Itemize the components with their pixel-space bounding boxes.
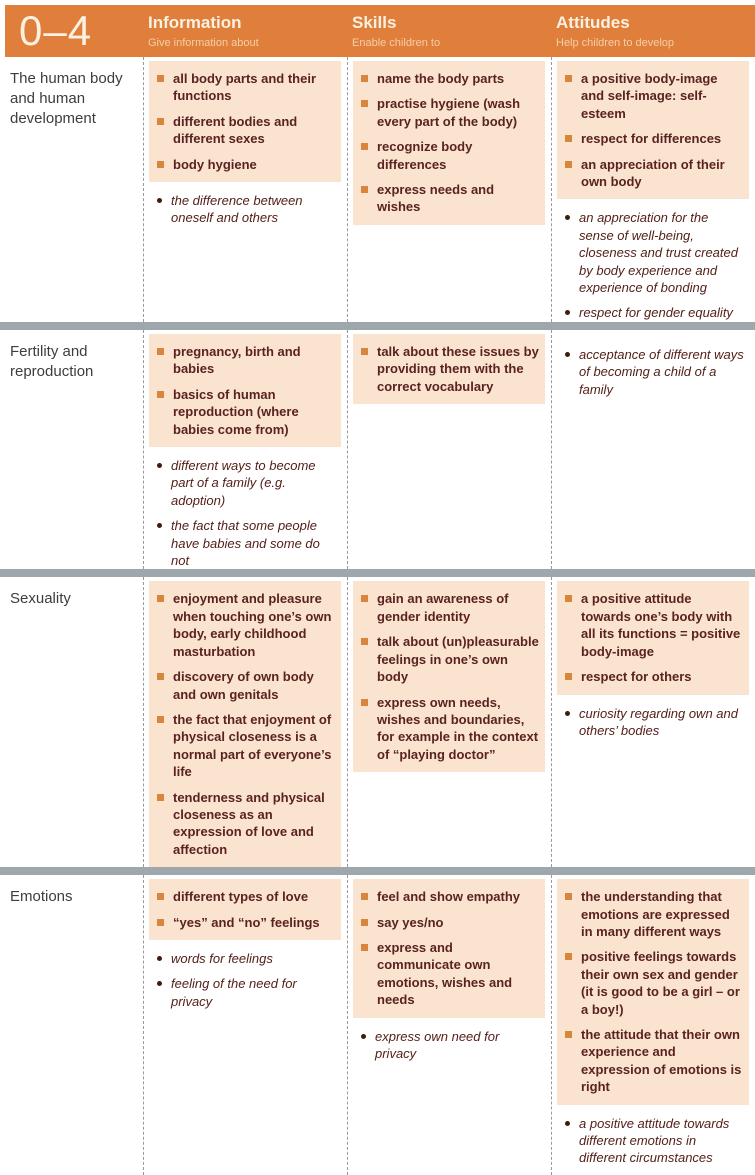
highlighted-item — [361, 70, 539, 87]
italic-item — [565, 346, 745, 398]
item-text: positive feelings towards their own sex and gender (it is good to be a girl – or a boy!) — [581, 949, 740, 1017]
square-bullet-icon — [361, 75, 368, 82]
column-title-information: Information — [148, 13, 242, 33]
item-text: the understanding that emotions are expressed in many different ways — [581, 889, 730, 939]
dot-bullet-icon — [157, 956, 162, 961]
header-bar — [5, 5, 755, 57]
italic-item — [565, 304, 745, 321]
highlighted-item — [565, 156, 743, 191]
highlighted-item — [361, 95, 539, 130]
square-bullet-icon — [565, 161, 572, 168]
highlighted-item — [565, 948, 743, 1018]
item-text: express and communicate own emotions, wishes and needs — [377, 939, 513, 1008]
topic-label: Fertility and reproduction — [10, 343, 94, 380]
square-bullet-icon — [565, 1031, 572, 1038]
item-text: express needs and wishes — [377, 182, 495, 215]
cell-information — [143, 330, 347, 569]
column-header-information — [143, 13, 347, 48]
square-bullet-icon — [361, 100, 368, 107]
dot-bullet-icon — [565, 352, 570, 357]
column-subtitle-information: Give information about — [148, 36, 259, 49]
square-bullet-icon — [157, 716, 164, 723]
table-body — [0, 57, 755, 1175]
column-subtitle-attitudes: Help children to develop — [556, 36, 675, 49]
item-text: respect for differences — [581, 131, 722, 147]
highlighted-item — [361, 181, 539, 216]
highlighted-item — [157, 113, 335, 148]
column-header-attitudes — [551, 13, 755, 48]
highlighted-item — [157, 590, 335, 660]
column-title-skills: Skills — [352, 13, 397, 33]
row-separator — [0, 569, 755, 577]
square-bullet-icon — [361, 348, 368, 355]
dot-bullet-icon — [157, 523, 162, 528]
highlighted-block — [353, 879, 545, 1017]
italic-block — [149, 447, 341, 569]
square-bullet-icon — [157, 595, 164, 602]
item-text: feel and show empathy — [377, 889, 521, 905]
highlighted-item — [157, 914, 335, 931]
highlighted-item — [361, 138, 539, 173]
item-text: all body parts and their functions — [173, 71, 317, 104]
item-text: gain an awareness of gender identity — [377, 591, 509, 624]
square-bullet-icon — [157, 919, 164, 926]
item-text: a positive attitude towards one’s body with all its functions = positive body-image — [581, 591, 741, 659]
column-subtitle-skills: Enable children to — [352, 36, 441, 49]
item-text: express own need for privacy — [375, 1028, 500, 1061]
item-text: basics of human reproduction (where babies come from) — [173, 386, 299, 437]
italic-block — [557, 334, 749, 398]
italic-item — [565, 1115, 745, 1167]
table-row — [0, 330, 755, 569]
italic-item — [565, 209, 745, 296]
square-bullet-icon — [565, 953, 572, 960]
highlighted-block — [353, 581, 545, 772]
italic-block — [557, 1105, 749, 1167]
square-bullet-icon — [361, 186, 368, 193]
item-text: feeling of the need for privacy — [171, 976, 297, 1009]
item-text: a positive attitude towards different emotions in different circumstances — [579, 1115, 730, 1166]
dot-bullet-icon — [157, 198, 162, 203]
highlighted-block — [149, 61, 341, 182]
row-separator — [0, 867, 755, 875]
square-bullet-icon — [361, 699, 368, 706]
square-bullet-icon — [157, 893, 164, 900]
item-text: different types of love — [173, 889, 309, 905]
cell-attitudes — [551, 577, 755, 867]
highlighted-item — [361, 590, 539, 625]
column-title-attitudes: Attitudes — [556, 13, 630, 33]
highlighted-item — [157, 156, 335, 173]
italic-block — [149, 940, 341, 1010]
highlighted-block — [149, 581, 341, 867]
square-bullet-icon — [157, 348, 164, 355]
item-text: different ways to become part of a family (e.g. adoption) — [171, 458, 316, 508]
italic-item — [361, 1028, 541, 1063]
item-text: words for feelings — [171, 950, 273, 966]
square-bullet-icon — [565, 75, 572, 82]
cell-skills — [347, 577, 551, 867]
highlighted-item — [361, 633, 539, 685]
highlighted-item — [157, 789, 335, 859]
highlighted-item — [157, 711, 335, 781]
item-text: tenderness and physical closeness as an expression of love and affection — [173, 789, 325, 857]
square-bullet-icon — [361, 893, 368, 900]
table-row — [0, 577, 755, 867]
square-bullet-icon — [361, 143, 368, 150]
item-text: recognize body differences — [377, 139, 473, 172]
highlighted-item — [157, 70, 335, 105]
item-text: enjoyment and pleasure when touching one’s own body, early childhood masturbation — [173, 591, 332, 659]
item-text: the fact that some people have babies and some do not — [171, 518, 320, 569]
highlighted-block — [353, 334, 545, 404]
square-bullet-icon — [361, 919, 368, 926]
dot-bullet-icon — [565, 215, 570, 220]
dot-bullet-icon — [565, 711, 570, 716]
cell-attitudes — [551, 875, 755, 1175]
square-bullet-icon — [157, 391, 164, 398]
cell-skills — [347, 57, 551, 322]
highlighted-block — [557, 581, 749, 694]
column-header-skills — [347, 13, 551, 48]
item-text: an appreciation for the sense of well-being, closeness and trust created by body experience and experience of bonding — [579, 210, 738, 296]
square-bullet-icon — [157, 161, 164, 168]
highlighted-item — [361, 343, 539, 395]
square-bullet-icon — [565, 595, 572, 602]
highlighted-block — [557, 61, 749, 199]
topic-label: Emotions — [10, 888, 73, 906]
dot-bullet-icon — [565, 1121, 570, 1126]
highlighted-item — [157, 386, 335, 438]
item-text: different bodies and different sexes — [173, 113, 298, 147]
dot-bullet-icon — [361, 1034, 366, 1039]
dot-bullet-icon — [157, 463, 162, 468]
highlighted-item — [565, 888, 743, 940]
square-bullet-icon — [157, 118, 164, 125]
item-text: name the body parts — [377, 71, 505, 86]
item-text: an appreciation of their own body — [581, 156, 725, 190]
item-text: curiosity regarding own and others’ bodies — [579, 705, 738, 738]
italic-block — [557, 199, 749, 321]
topic-label: Sexuality — [10, 590, 71, 608]
square-bullet-icon — [157, 75, 164, 82]
item-text: the attitude that their own experience and expression of emotions is right — [581, 1027, 742, 1095]
highlighted-item — [361, 694, 539, 764]
square-bullet-icon — [565, 673, 572, 680]
italic-item — [565, 705, 745, 740]
item-text: practise hygiene (wash every part of the body) — [377, 96, 521, 129]
square-bullet-icon — [361, 595, 368, 602]
table-row — [0, 57, 755, 322]
item-text: the difference between oneself and others — [171, 193, 303, 226]
highlighted-item — [565, 70, 743, 122]
highlighted-item — [361, 939, 539, 1009]
highlighted-item — [565, 590, 743, 660]
square-bullet-icon — [565, 135, 572, 142]
square-bullet-icon — [565, 893, 572, 900]
item-text: talk about these issues by providing them with the correct vocabulary — [377, 344, 539, 394]
highlighted-block — [557, 879, 749, 1104]
item-text: talk about (un)pleasurable feelings in one’s own body — [377, 634, 539, 685]
cell-skills — [347, 330, 551, 569]
italic-block — [557, 695, 749, 740]
highlighted-block — [353, 61, 545, 225]
square-bullet-icon — [157, 794, 164, 801]
highlighted-item — [157, 668, 335, 703]
highlighted-item — [361, 914, 539, 931]
highlighted-block — [149, 879, 341, 940]
italic-item — [157, 975, 337, 1010]
table-row — [0, 875, 755, 1175]
cell-skills — [347, 875, 551, 1175]
italic-item — [157, 192, 337, 227]
cell-attitudes — [551, 57, 755, 322]
highlighted-item — [565, 130, 743, 147]
highlighted-item — [157, 343, 335, 378]
item-text: “yes” and “no” feelings — [173, 914, 320, 930]
item-text: respect for gender equality — [579, 305, 733, 321]
cell-information — [143, 577, 347, 867]
item-text: pregnancy, birth and babies — [173, 344, 301, 377]
italic-item — [157, 950, 337, 967]
dot-bullet-icon — [565, 310, 570, 315]
highlighted-block — [149, 334, 341, 447]
italic-item — [157, 457, 337, 509]
document-page — [0, 5, 755, 1166]
topic-label: The human body and human development — [10, 70, 123, 127]
item-text: body hygiene — [173, 156, 257, 172]
highlighted-item — [157, 888, 335, 905]
highlighted-item — [361, 888, 539, 905]
item-text: the fact that enjoyment of physical closeness is a normal part of everyone’s life — [173, 711, 332, 780]
highlighted-item — [565, 1026, 743, 1096]
italic-block — [149, 182, 341, 227]
italic-item — [157, 517, 337, 569]
highlighted-item — [565, 668, 743, 685]
item-text: express own needs, wishes and boundaries, for example in the context of “playing doctor” — [377, 694, 539, 762]
row-separator — [0, 322, 755, 330]
item-text: respect for others — [581, 669, 692, 685]
item-text: a positive body-image and self-image: self-esteem — [581, 71, 718, 121]
cell-attitudes — [551, 330, 755, 569]
item-text: discovery of own body and own genitals — [173, 669, 314, 702]
cell-information — [143, 875, 347, 1175]
square-bullet-icon — [361, 638, 368, 645]
italic-block — [353, 1018, 545, 1063]
square-bullet-icon — [361, 944, 368, 951]
item-text: say yes/no — [377, 914, 444, 930]
age-group-label: 0–4 — [19, 7, 93, 54]
dot-bullet-icon — [157, 981, 162, 986]
item-text: acceptance of different ways of becoming a child of a family — [579, 347, 744, 397]
cell-information — [143, 57, 347, 322]
square-bullet-icon — [157, 673, 164, 680]
